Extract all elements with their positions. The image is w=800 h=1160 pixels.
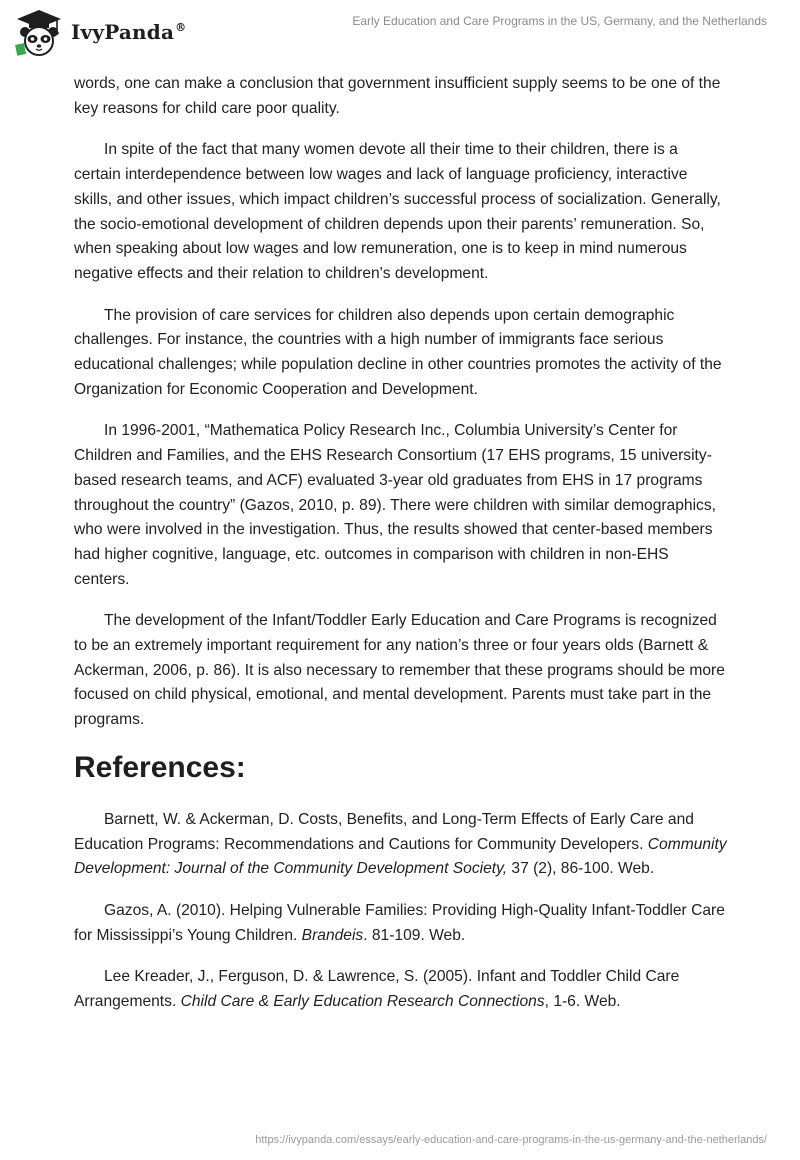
paragraph: The provision of care services for children also depends upon certain demographic challenges. For instance, the countries with a high number of immigrants face serious educational challenges; while population decline in other countries promotes the activity of the Organization for Economic Cooperation and Development. (74, 306, 722, 398)
paragraph: In spite of the fact that many women devote all their time to their children, there is a certain interdependence between low wages and lack of language proficiency, interactive skills, and other issues, which impact children’s successful process of socialization. Generally, the socio-emotional development of children depends upon their parents’ remuneration. So, when speaking about low wages and low remuneration, one is to keep in mind numerous negative effects and their relation to children's development. (74, 141, 721, 282)
paragraph-continued: words, one can make a conclusion that government insufficient supply seems to be one of the key reasons for child care poor quality. (74, 75, 721, 117)
panda-graduate-icon (13, 8, 65, 58)
reference-item: Lee Kreader, J., Ferguson, D. & Lawrence, S. (2005). Infant and Toddler Child Care Arrangements. Child Care & Early Education Research Connections, 1-6. Web. (74, 968, 680, 1011)
page-header (0, 0, 800, 66)
brand-logo[interactable] (13, 8, 186, 58)
trademark-symbol: ® (175, 21, 187, 35)
brand-name: IvyPanda® (71, 20, 187, 44)
paragraph: The development of the Infant/Toddler Early Education and Care Programs is recognized to be an extremely important requirement for any nation’s three or four years olds (Barnett & Ackerman, 2006, p. 86). It is also necessary to remember that these programs should be more focused on child physical, emotional, and mental development. Parents must take part in the programs. (74, 612, 725, 729)
paragraph: In 1996-2001, “Mathematica Policy Research Inc., Columbia University’s Center for Children and Families, and the EHS Research Consortium (17 EHS programs, 15 university-based research teams, and ACF) evaluated 3-year old graduates from EHS in 17 programs throughout the country” (Gazos, 2010, p. 89). There were children with similar demographics, who were involved in the investigation. Thus, the results showed that center-based members had higher cognitive, language, etc. outcomes in comparison with children in non-EHS centers. (74, 422, 716, 588)
document-title: Early Education and Care Programs in the US, Germany, and the Netherlands (352, 14, 767, 28)
reference-item: Gazos, A. (2010). Helping Vulnerable Families: Providing High-Quality Infant-Toddler Care for Mississippi’s Young Children. Brandeis. 81-109. Web. (74, 901, 725, 944)
source-url-link[interactable]: https://ivypanda.com/essays/early-education-and-care-programs-in-the-us-germany-and-the-netherlands/ (255, 1134, 767, 1146)
essay-body (74, 72, 728, 1032)
reference-item: Barnett, W. & Ackerman, D. Costs, Benefits, and Long-Term Effects of Early Care and Education Programs: Recommendations and Cautions for Community Developers. Community Development: Journal of the Community Development Society, 37 (2), 86-100. Web. (74, 810, 727, 878)
references-heading: References: (74, 750, 246, 784)
